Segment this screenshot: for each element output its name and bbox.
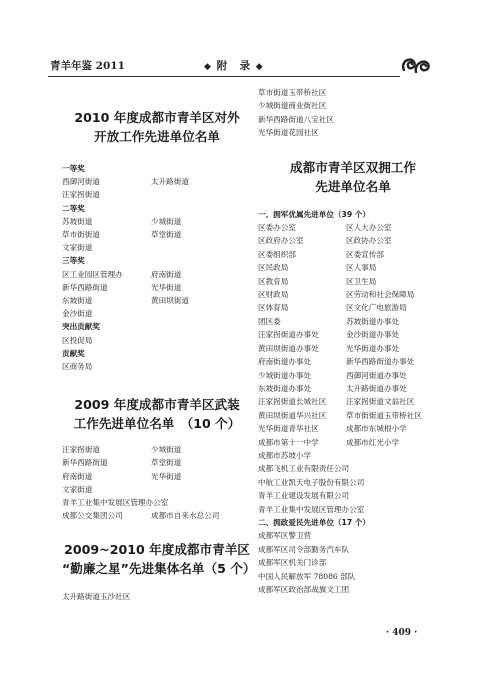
list-item: 太升路街道办事处: [346, 383, 407, 393]
integrity-list: [62, 590, 252, 603]
list-item: 区商务局: [62, 362, 93, 372]
section-title-opening: 2010 年度成都市青羊区对外 开放工作先进单位名单: [74, 110, 240, 144]
section-title-double-support: 成都市青羊区双拥工作 先进单位名单: [290, 159, 416, 194]
list-item: 西御河街道办事处: [346, 370, 407, 380]
list-item: 光华街道: [151, 471, 182, 481]
left-column: [62, 92, 256, 604]
list-item: 金沙街道: [62, 309, 93, 319]
support-army-grid: [258, 221, 448, 462]
list-item: 成都市自来水总公司: [151, 511, 220, 521]
list-item: 区体育局: [258, 303, 289, 313]
list-item: 成都飞机工业有限责任公司: [258, 464, 350, 474]
list-item: [346, 449, 446, 462]
list-item: 区人事局: [346, 263, 377, 273]
list-item: 金沙街道办事处: [346, 330, 400, 340]
list-item: 草堂街道: [151, 230, 182, 240]
list-item: 草市街街道玉带桥社区: [346, 410, 422, 420]
list-item: 苏坡街道办事处: [346, 316, 400, 326]
right-column: [258, 86, 448, 596]
list-item: 区委办公室: [258, 223, 296, 233]
list-item: 汪家拐街道办事处: [258, 330, 319, 340]
list-item: 光华街道青华社区: [258, 424, 319, 434]
list-item: 成都军区机关门诊部: [258, 558, 327, 568]
list-item: 苏坡街道: [62, 216, 93, 226]
qingyang-logo: [398, 52, 434, 78]
integrity-list-continued: [258, 86, 448, 140]
list-item: 少城街道办事处: [258, 370, 312, 380]
list-item: 汪家拐街道长城社区: [258, 397, 327, 407]
header-book-title: 青羊年鉴 2011: [50, 60, 125, 72]
list-item: 草市街街道: [62, 230, 100, 240]
list-item: 区委宣传部: [346, 249, 384, 259]
list-item: 区委组织部: [258, 249, 296, 259]
list-item: 草堂街道: [151, 458, 182, 468]
section-title-integrity: 2009~2010 年度成都市青羊区 “勤廉之星”先进集体名单（5 个）: [62, 542, 256, 577]
list-item: 中航工业凯天电子股份有限公司: [258, 477, 365, 487]
list-item: 区投促局: [62, 335, 93, 345]
subsection-title: 二、拥政爱民先进单位（17 个）: [258, 517, 370, 527]
list-item: 新华西路街道办事处: [346, 357, 415, 367]
list-item: 区政协办公室: [346, 236, 392, 246]
list-item: 团区委: [258, 316, 281, 326]
list-item: 成都军区警卫营: [258, 531, 312, 541]
list-item: 黄田坝街道办事处: [258, 343, 319, 353]
list-item: 西御河街道: [62, 177, 100, 187]
list-item: 少城街道: [151, 216, 182, 226]
list-item: 汪家拐街道文翁社区: [346, 397, 415, 407]
list-item: 区文化广电旅游局: [346, 303, 407, 313]
list-item: 区人大办公室: [346, 223, 392, 233]
list-item: 新华西路街道八宝社区: [258, 114, 334, 124]
list-item: 区财政局: [258, 290, 289, 300]
double-support-list: [258, 208, 448, 597]
list-item: 文家街道: [62, 484, 93, 494]
list-item: 青羊工业集中发展区管理办公室: [258, 504, 365, 514]
grade-label: 突出贡献奖: [62, 322, 100, 332]
list-item: 少城街道商业街社区: [258, 101, 327, 111]
list-item: 汪家拐街道: [62, 190, 100, 200]
list-item: 府南街道办事处: [258, 357, 312, 367]
list-item: 汪家拐街道: [62, 445, 100, 455]
list-item: 成都市东城根小学: [346, 424, 407, 434]
list-item: 青羊工业集中发展区管理办公室: [62, 498, 169, 508]
list-item: 光华街道办事处: [346, 343, 400, 353]
header-rule: [48, 76, 400, 77]
page-number: · 409 ·: [386, 628, 418, 638]
list-item: 成都市第十一中学: [258, 437, 319, 447]
list-item: 草市街道玉带桥社区: [258, 88, 327, 97]
grade-label: 二等奖: [62, 203, 85, 213]
diamond-icon: ◆: [255, 62, 264, 72]
list-item: 东坡街道: [62, 296, 93, 306]
list-item: 新华西路街道: [62, 282, 108, 292]
list-item: 成都军区政治部战旗文工团: [258, 585, 350, 594]
grade-label: 一等奖: [62, 164, 85, 173]
list-item: 太升路街道玉沙社区: [62, 592, 131, 602]
list-item: 府南街道: [62, 471, 93, 481]
list-item: 区政府办公室: [258, 236, 304, 246]
list-item: 黄田坝街道华兴社区: [258, 410, 327, 420]
diamond-icon: ◆: [204, 62, 212, 72]
list-item: 东坡街道办事处: [258, 383, 312, 393]
armed-list: [62, 443, 252, 522]
grade-label: 贡献奖: [62, 348, 85, 358]
award-list-opening: [62, 162, 252, 373]
list-item: 黄田坝街道: [151, 296, 189, 306]
list-item: 太升路街道: [151, 177, 189, 187]
list-item: 少城街道: [151, 445, 182, 455]
section-title-armed: 2009 年度成都市青羊区武装 工作先进单位名单 （10 个）: [73, 397, 241, 432]
list-item: 区民政局: [258, 263, 289, 273]
list-item: 成都市苏坡小学: [258, 450, 312, 460]
list-item: 光华街道: [151, 282, 182, 292]
list-item: 青羊工业建设发展有限公司: [258, 491, 350, 501]
list-item: 区劳动和社会保障局: [346, 290, 415, 300]
list-item: 成都市红光小学: [346, 437, 400, 447]
list-item: 区教育局: [258, 276, 289, 286]
list-item: 成都军区司令部勤务汽车队: [258, 544, 350, 554]
list-item: 府南街道: [151, 269, 182, 279]
list-item: 光华街道花园社区: [258, 128, 319, 138]
grade-label: 三等奖: [62, 256, 85, 266]
list-item: 中国人民解放军 78086 部队: [258, 571, 356, 581]
list-item: 区工业园区管理办: [62, 269, 123, 279]
header-section: ◆ 附 录 ◆: [204, 60, 264, 72]
subsection-title: 一、拥军优属先进单位（39 个）: [258, 209, 370, 219]
list-item: 成都公交集团公司: [62, 511, 123, 521]
list-item: 文家街道: [62, 243, 93, 253]
list-item: 新华西路街道: [62, 458, 108, 468]
list-item: 区卫生局: [346, 276, 377, 286]
